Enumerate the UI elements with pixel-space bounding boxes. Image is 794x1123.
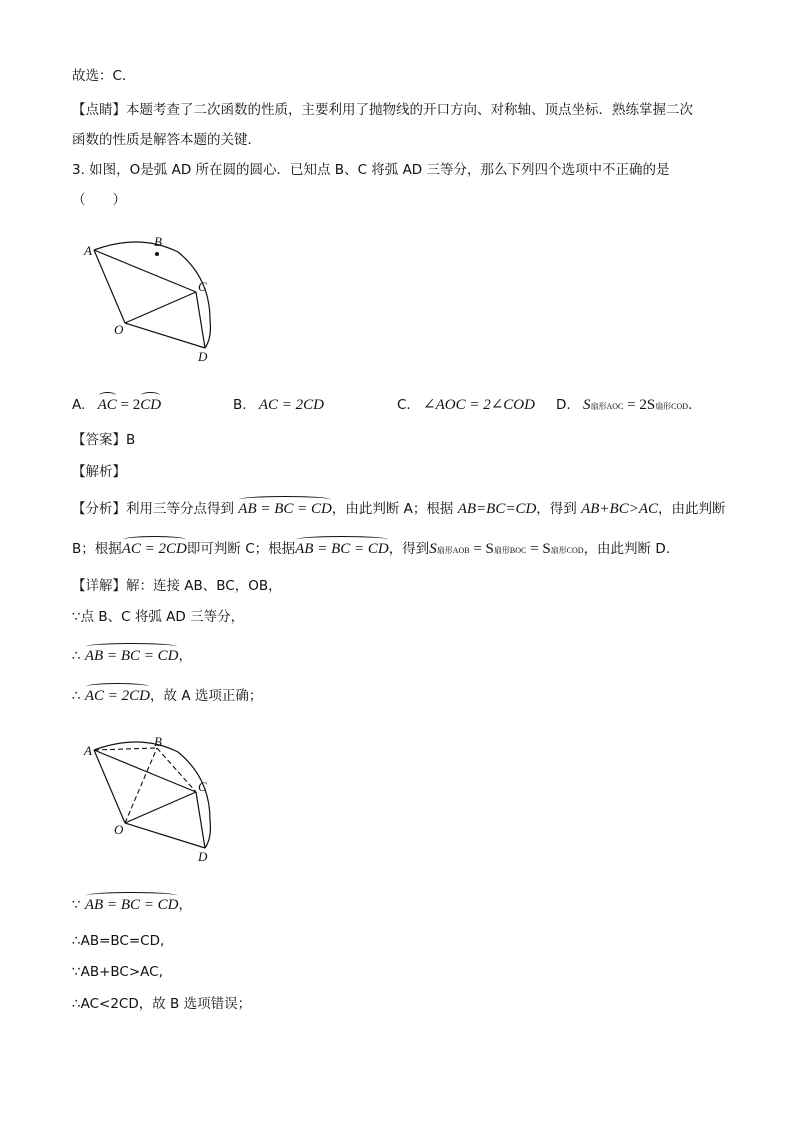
detail-t5b: ，: [178, 897, 192, 913]
fenxi-p6: 即可判断 C；根据: [186, 541, 296, 557]
fenxi-prefix: 【分析】: [72, 501, 126, 517]
question-3-stem: 3. 如图，O是弧 AD 所在圆的圆心．已知点 B、C 将弧 AD 三等分，那么下列四个选项中不正确的是: [72, 162, 670, 178]
detail-line-2: ∵点 B、C 将弧 AD 三等分，: [72, 609, 245, 625]
option-d-end: .: [688, 397, 693, 413]
segment-cd-2: [196, 792, 205, 848]
dashed-ab: [94, 748, 157, 750]
detail-t3b: ，: [178, 648, 192, 664]
fenxi-line-1: [72, 499, 725, 519]
detail-t4a: ∴: [72, 688, 85, 704]
fenxi-s3: 扇形COD: [550, 546, 584, 555]
option-d-s1: S: [582, 397, 591, 413]
point-b: [155, 252, 159, 256]
fenxi-s2: 扇形BOC: [493, 546, 527, 555]
detail-line-7: ∵AB+BC>AC,: [72, 964, 163, 980]
detail-line-6: ∴AB=BC=CD,: [72, 933, 165, 949]
fenxi-m1: AB = BC = CD: [238, 501, 332, 517]
detail-t3m: AB = BC = CD: [84, 648, 179, 664]
fenxi-p1: 利用三等分点得到: [126, 501, 234, 517]
label-c: C: [198, 279, 207, 294]
detail-line-5: [72, 895, 192, 915]
label-o-2: O: [114, 822, 124, 837]
option-a-arc-cd: CD: [140, 397, 162, 413]
answer-label: 【答案】: [72, 432, 126, 448]
fenxi-m2: AB=BC=CD: [457, 501, 537, 517]
fenxi-m6: S: [429, 541, 437, 557]
detail-line-1: [72, 576, 282, 596]
analysis-heading: 【解析】: [72, 464, 126, 480]
option-a-arc-ac: AC: [97, 397, 117, 413]
segment-cd: [196, 292, 205, 348]
fenxi-p7: ，得到: [388, 541, 430, 557]
segment-oc: [125, 292, 196, 323]
option-c-math: ∠AOC = 2∠COD: [423, 397, 535, 413]
label-b: B: [154, 234, 162, 249]
fenxi-p3: ，得到: [536, 501, 582, 517]
fenxi-p4: ，由此判断: [657, 501, 726, 517]
detail-line-3: [72, 646, 192, 666]
detail-t3a: ∴: [72, 648, 85, 664]
fenxi-s1: 扇形AOB: [436, 546, 470, 555]
dashed-bc: [157, 748, 196, 792]
fenxi-p2: ，由此判断 A；根据: [331, 501, 458, 517]
option-a: [72, 395, 161, 415]
option-d: [556, 395, 692, 417]
segment-od: [125, 323, 205, 348]
detail-t4m: AC = 2CD: [84, 688, 151, 704]
option-a-eq: = 2: [116, 397, 141, 413]
label-d: D: [198, 349, 208, 364]
detail-t1: 解：连接 AB、BC，OB，: [126, 578, 282, 594]
answer-value: B: [126, 432, 136, 448]
fenxi-m5: AB = BC = CD: [295, 541, 389, 557]
option-b-math: AC = 2CD: [258, 397, 324, 413]
label-c-2: C: [198, 779, 207, 794]
fenxi-p8: ，由此判断 D．: [583, 541, 680, 557]
label-a: A: [84, 243, 92, 258]
detail-prefix: 【详解】: [72, 578, 126, 594]
detail-line-8: ∴AC<2CD，故 B 选项错误；: [72, 996, 252, 1012]
fenxi-m8: = S: [526, 541, 551, 557]
label-a-2: A: [84, 743, 92, 758]
geometry-figure-1: [80, 228, 230, 368]
option-b: [233, 395, 324, 415]
option-a-label: A.: [72, 397, 86, 413]
text-line-2: 【点睛】本题考查了二次函数的性质，主要利用了抛物线的开口方向、对称轴、顶点坐标．熟练掌握二次: [72, 102, 693, 118]
fenxi-line-2: [72, 539, 679, 561]
detail-t5a: ∵: [72, 897, 85, 913]
text-line-3: 函数的性质是解答本题的关键．: [72, 132, 261, 148]
text-line-1: 故选：C．: [72, 68, 136, 84]
geometry-figure-2: [80, 728, 230, 868]
option-b-label: B.: [233, 397, 247, 413]
option-c: [397, 395, 535, 415]
label-o: O: [114, 322, 124, 337]
detail-t4b: ，故 A 选项正确；: [150, 688, 263, 704]
option-d-eq: = 2S: [623, 397, 656, 413]
label-b-2: B: [154, 734, 162, 749]
detail-line-4: [72, 686, 262, 706]
segment-od-2: [125, 823, 205, 848]
fenxi-m3: AB+BC>AC: [581, 501, 658, 517]
fenxi-m4: AC = 2CD: [121, 541, 187, 557]
label-d-2: D: [198, 849, 208, 864]
question-3-bracket: （ ）: [72, 192, 126, 208]
fenxi-p5: B；根据: [72, 541, 122, 557]
answer-line: [72, 430, 135, 450]
option-c-label: C.: [397, 397, 411, 413]
option-d-sub2: 扇形COD: [655, 402, 689, 411]
fenxi-m7: = S: [469, 541, 494, 557]
detail-t5m: AB = BC = CD: [84, 897, 179, 913]
option-d-label: D.: [556, 397, 571, 413]
option-d-sub1: 扇形AOC: [590, 402, 624, 411]
